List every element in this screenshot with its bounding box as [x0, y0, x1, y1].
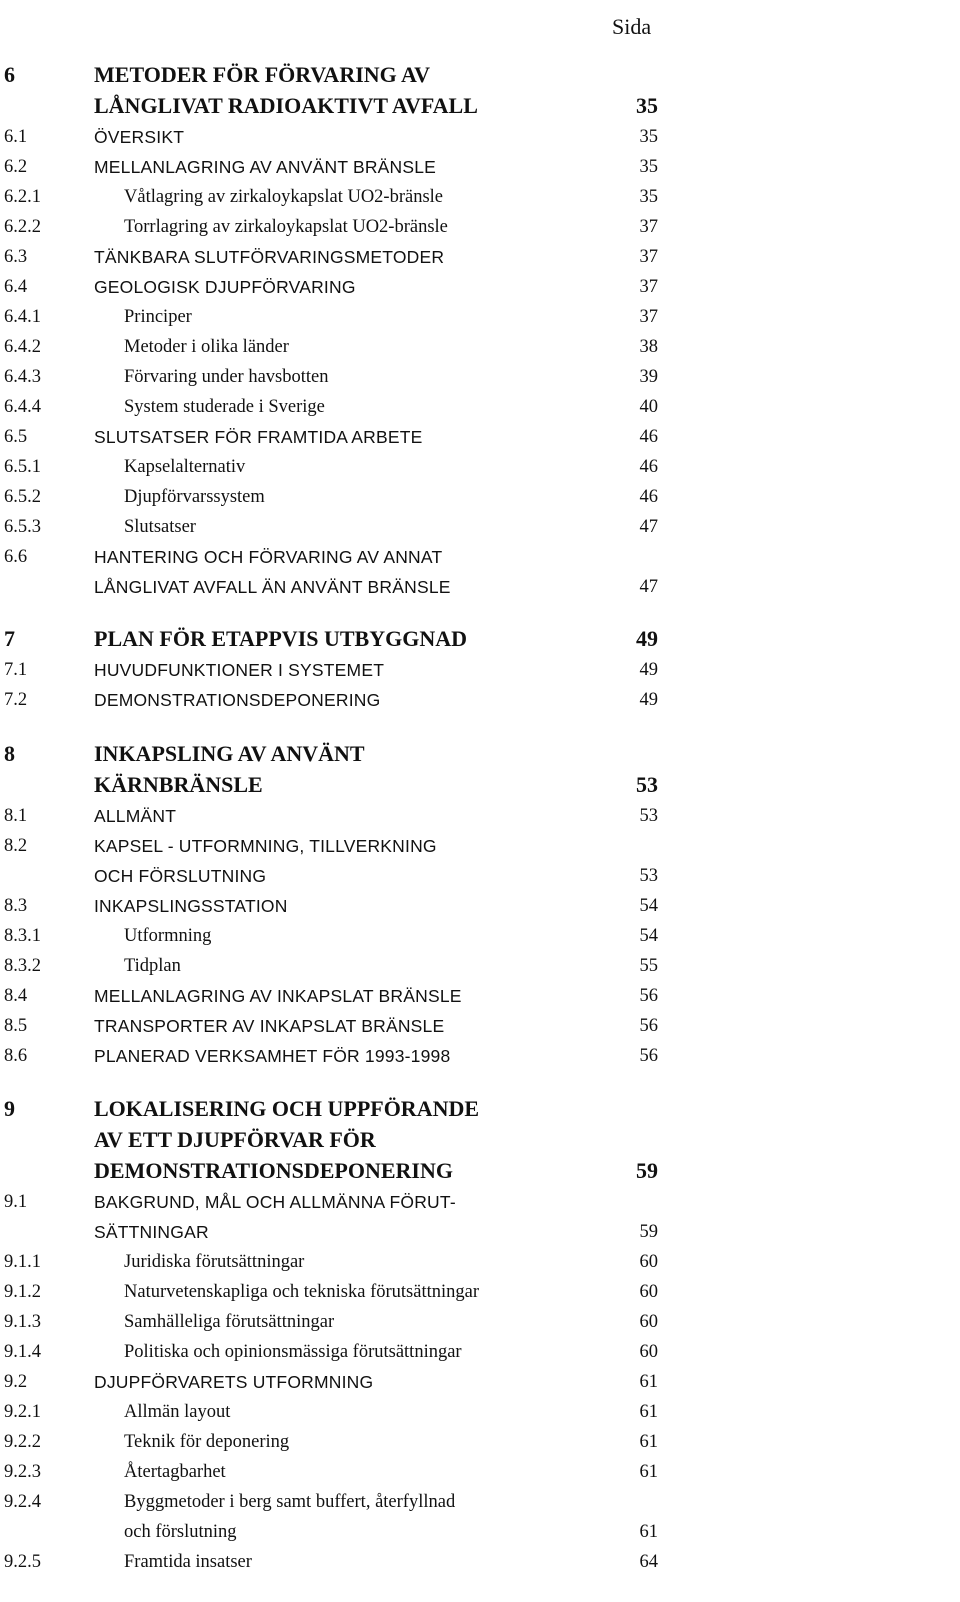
toc-entry-number: 8.3 [4, 896, 28, 916]
toc-entry-number: 6.4 [4, 277, 28, 297]
toc-entry [0, 891, 960, 921]
toc-entry [0, 951, 960, 981]
toc-entry-page: 35 [639, 157, 658, 177]
toc-entry-number: 9.1 [4, 1192, 28, 1212]
toc-entry-page: 47 [639, 577, 658, 597]
toc-entry-number: 8.1 [4, 806, 28, 826]
toc-entry-title: KÄRNBRÄNSLE [94, 772, 263, 797]
toc-entry-title: DEMONSTRATIONSDEPONERING [94, 690, 381, 710]
toc-entry-title: ÖVERSIKT [94, 127, 185, 147]
toc-entry-title: Politiska och opinionsmässiga förutsättningar [124, 1342, 462, 1362]
toc-entry-title: MELLANLAGRING AV ANVÄNT BRÄNSLE [94, 157, 437, 177]
toc-entry-title: LOKALISERING OCH UPPFÖRANDE [94, 1096, 480, 1121]
toc-entry [0, 1247, 960, 1277]
toc-entry-title: Allmän layout [124, 1402, 231, 1422]
toc-entry-title: PLANERAD VERKSAMHET FÖR 1993-1998 [94, 1046, 451, 1066]
toc-entry-number: 6.4.2 [4, 337, 41, 357]
toc-entry-page: 38 [639, 337, 658, 357]
toc-entry-number: 6.4.3 [4, 367, 41, 387]
toc-entry [0, 1457, 960, 1487]
toc-entry-title: Principer [124, 307, 192, 327]
toc-entry-page: 46 [639, 487, 658, 507]
toc-entry [0, 452, 960, 482]
toc-entry-page: 60 [639, 1342, 658, 1362]
toc-entry-page: 60 [639, 1252, 658, 1272]
toc-entry-title: Teknik för deponering [124, 1432, 290, 1452]
toc-entry [0, 1487, 960, 1517]
toc-entry-title: DJUPFÖRVARETS UTFORMNING [94, 1372, 374, 1392]
toc-entry-number: 9.2.4 [4, 1492, 41, 1512]
toc-entry-number: 9.2.1 [4, 1402, 41, 1422]
toc-entry [0, 1217, 960, 1247]
toc-entry [0, 272, 960, 302]
toc-entry-number: 6.2.1 [4, 187, 41, 207]
toc-entry-page: 61 [639, 1462, 658, 1482]
toc-entry [0, 685, 960, 715]
toc-entry [0, 1337, 960, 1367]
toc-entry-number: 9.2.2 [4, 1432, 41, 1452]
toc-entry [0, 831, 960, 861]
page-column-header: Sida [612, 14, 652, 39]
toc-entry-title: DEMONSTRATIONSDEPONERING [94, 1158, 453, 1183]
toc-entry-page: 59 [636, 1158, 658, 1183]
toc-entry-title: Tidplan [124, 956, 181, 976]
toc-entry-page: 61 [639, 1402, 658, 1422]
toc-entry-title: SÄTTNINGAR [94, 1222, 209, 1242]
toc-entry-number: 9 [4, 1096, 15, 1121]
toc-entry-page: 37 [639, 277, 658, 297]
toc-entry-title: Kapselalternativ [124, 457, 246, 477]
toc-entry-title: GEOLOGISK DJUPFÖRVARING [94, 277, 356, 297]
toc-entry-number: 9.2.5 [4, 1552, 41, 1572]
toc-entry-page: 61 [639, 1522, 658, 1542]
toc-entry-page: 59 [639, 1222, 658, 1242]
toc-entry-page: 46 [639, 457, 658, 477]
toc-entry-title: Naturvetenskapliga och tekniska förutsättningar [124, 1282, 479, 1302]
toc-entry-number: 9.1.1 [4, 1252, 41, 1272]
toc-entry-page: 61 [639, 1372, 658, 1392]
toc-entry-number: 9.1.3 [4, 1312, 41, 1332]
toc-entry-title: TÄNKBARA SLUTFÖRVARINGSMETODER [94, 247, 445, 267]
toc-entry-title: HUVUDFUNKTIONER I SYSTEMET [94, 660, 385, 680]
toc-entry-page: 56 [639, 1016, 658, 1036]
toc-entry-page: 53 [639, 806, 658, 826]
toc-entry-number: 7.2 [4, 690, 28, 710]
toc-entry [0, 770, 960, 800]
toc-entry [0, 302, 960, 332]
toc-entry-number: 8.2 [4, 836, 28, 856]
toc-entry-number: 6.5.2 [4, 487, 41, 507]
toc-entry [0, 332, 960, 362]
toc-entry-title: Utformning [124, 926, 212, 946]
toc-entry-number: 9.1.4 [4, 1342, 41, 1362]
toc-entry [0, 1125, 960, 1155]
toc-entry-page: 35 [636, 93, 658, 118]
toc-entry-title: TRANSPORTER AV INKAPSLAT BRÄNSLE [94, 1016, 445, 1036]
toc-entry-number: 8.5 [4, 1016, 28, 1036]
toc-entry-title: Torrlagring av zirkaloykapslat UO2-bränsle [124, 217, 448, 237]
toc-entry [0, 1156, 960, 1186]
toc-entry-title: Djupförvarssystem [124, 487, 265, 507]
toc-entry-title: PLAN FÖR ETAPPVIS UTBYGGNAD [94, 626, 468, 651]
toc-entry-title: HANTERING OCH FÖRVARING AV ANNAT [94, 547, 443, 567]
toc-entry-title: Återtagbarhet [124, 1462, 226, 1482]
toc-entry [0, 801, 960, 831]
toc-entry-number: 8 [4, 741, 15, 766]
toc-entry [0, 182, 960, 212]
toc-entry-page: 37 [639, 307, 658, 327]
toc-entry-page: 54 [639, 896, 658, 916]
toc-entry [0, 91, 960, 121]
toc-entry-page: 56 [639, 1046, 658, 1066]
toc-entry [0, 512, 960, 542]
toc-entry-page: 60 [639, 1282, 658, 1302]
toc-entry [0, 1397, 960, 1427]
toc-entry-title: Förvaring under havsbotten [124, 367, 329, 387]
toc-entry-title: INKAPSLING AV ANVÄNT [94, 741, 365, 766]
toc-entry [0, 242, 960, 272]
toc-entry-number: 6.4.4 [4, 397, 41, 417]
toc-entry [0, 861, 960, 891]
toc-entry-page: 54 [639, 926, 658, 946]
toc-entry [0, 1011, 960, 1041]
toc-entry-page: 49 [636, 626, 658, 651]
toc-entry-title: Byggmetoder i berg samt buffert, återfyllnad [124, 1492, 456, 1512]
toc-entry [0, 1367, 960, 1397]
toc-entry-number: 6.5.3 [4, 517, 41, 537]
toc-entry [0, 212, 960, 242]
toc-entry-page: 53 [636, 772, 658, 797]
toc-entry-title: Våtlagring av zirkaloykapslat UO2-bränsle [124, 187, 444, 207]
toc-entry-number: 8.3.1 [4, 926, 41, 946]
toc-entry-number: 6 [4, 62, 15, 87]
toc-entry-page: 40 [639, 397, 658, 417]
toc-entry-title: METODER FÖR FÖRVARING AV [94, 62, 430, 87]
toc-entry [0, 1094, 960, 1124]
toc-entry-number: 7.1 [4, 660, 28, 680]
toc-entry [0, 1427, 960, 1457]
toc-entry-page: 55 [639, 956, 658, 976]
toc-entry [0, 1547, 960, 1577]
toc-entry-page: 53 [639, 866, 658, 886]
toc-entry [0, 739, 960, 769]
toc-entry [0, 1517, 960, 1547]
toc-entry-title: och förslutning [124, 1522, 237, 1542]
toc-entry-page: 56 [639, 986, 658, 1006]
toc-entry-number: 9.2 [4, 1372, 28, 1392]
toc-entry-number: 8.6 [4, 1046, 28, 1066]
toc-entry [0, 122, 960, 152]
toc-entry-number: 9.2.3 [4, 1462, 41, 1482]
toc-entry-title: KAPSEL - UTFORMNING, TILLVERKNING [94, 836, 437, 856]
toc-entry-number: 6.6 [4, 547, 28, 567]
toc-entry-number: 8.4 [4, 986, 28, 1006]
toc-entry-page: 37 [639, 217, 658, 237]
toc-entry-page: 49 [639, 660, 658, 680]
toc-entry-page: 60 [639, 1312, 658, 1332]
toc-entry [0, 60, 960, 90]
toc-entry-page: 64 [639, 1552, 658, 1572]
toc-entry-title: Framtida insatser [124, 1552, 252, 1572]
toc-entry-page: 37 [639, 247, 658, 267]
toc-entry-title: System studerade i Sverige [124, 397, 325, 417]
toc-entry [0, 624, 960, 654]
toc-entry [0, 152, 960, 182]
toc-entry [0, 392, 960, 422]
toc-entry-title: Slutsatser [124, 517, 196, 537]
toc-entry-title: Juridiska förutsättningar [124, 1252, 305, 1272]
toc-entry-number: 6.2.2 [4, 217, 41, 237]
toc-entry-page: 35 [639, 187, 658, 207]
toc-entry-number: 6.5.1 [4, 457, 41, 477]
toc-entry [0, 981, 960, 1011]
toc-entry-number: 9.1.2 [4, 1282, 41, 1302]
toc-entry-number: 6.4.1 [4, 307, 41, 327]
toc-entry-page: 61 [639, 1432, 658, 1452]
toc-entry [0, 1187, 960, 1217]
toc-entry-title: Samhälleliga förutsättningar [124, 1312, 335, 1332]
toc-entry-page: 35 [639, 127, 658, 147]
toc-entry [0, 482, 960, 512]
toc-entry-number: 6.5 [4, 427, 28, 447]
toc-entry [0, 921, 960, 951]
toc-entry [0, 655, 960, 685]
toc-entry [0, 362, 960, 392]
toc-entry-title: OCH FÖRSLUTNING [94, 866, 267, 886]
toc-entry-title: MELLANLAGRING AV INKAPSLAT BRÄNSLE [94, 986, 462, 1006]
toc-entry-number: 6.1 [4, 127, 28, 147]
toc-entry-page: 39 [639, 367, 658, 387]
toc-entry [0, 1277, 960, 1307]
toc-entry-number: 6.3 [4, 247, 28, 267]
toc-entry-title: SLUTSATSER FÖR FRAMTIDA ARBETE [94, 427, 423, 447]
toc-entry [0, 1307, 960, 1337]
toc-entry-title: LÅNGLIVAT RADIOAKTIVT AVFALL [94, 93, 478, 118]
toc-entry-title: LÅNGLIVAT AVFALL ÄN ANVÄNT BRÄNSLE [94, 577, 451, 597]
toc-entry-page: 49 [639, 690, 658, 710]
toc-entry [0, 542, 960, 572]
toc-entry [0, 422, 960, 452]
toc-entry-page: 46 [639, 427, 658, 447]
toc-entry-title: AV ETT DJUPFÖRVAR FÖR [94, 1127, 376, 1152]
toc-entry-title: BAKGRUND, MÅL OCH ALLMÄNNA FÖRUT- [94, 1192, 456, 1212]
toc-entry-title: Metoder i olika länder [124, 337, 289, 357]
toc-entry-number: 7 [4, 626, 15, 651]
toc-entry-number: 8.3.2 [4, 956, 41, 976]
toc-entry-number: 6.2 [4, 157, 28, 177]
toc-entry [0, 572, 960, 602]
toc-entry-title: INKAPSLINGSSTATION [94, 896, 288, 916]
toc-entry-title: ALLMÄNT [94, 806, 177, 826]
toc-entry-page: 47 [639, 517, 658, 537]
toc-entry [0, 1041, 960, 1071]
